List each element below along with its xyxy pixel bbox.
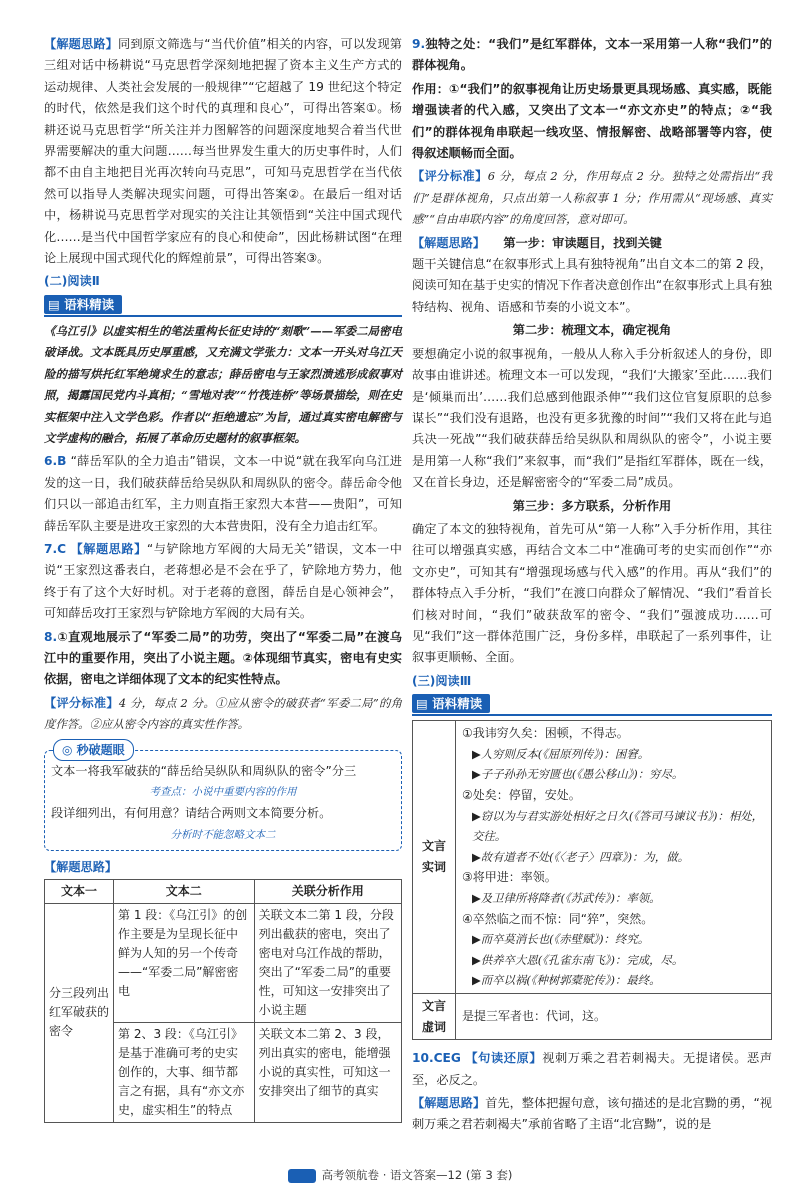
step1-text: 题干关键信息“在叙事形式上具有独特视角”出自文本二的第 2 段，阅读可知在基于史实的情况下作者决意创作出“在叙事形式上具有独特结构、视角、语感和节奏的小说文本”。 — [412, 257, 772, 314]
book-icon: ▤ — [416, 696, 433, 712]
analysis-label: 【解题思路】 — [44, 860, 118, 875]
question-line-2: 段详细列出，有何用意？请结合两则文本简要分析。 — [51, 806, 332, 821]
table-row — [45, 903, 402, 1022]
answer-q7: 7.C 【解题思路】“与铲除地方军阀的大局无关”错误，文本一中说“王家烈这番表白，老蒋想必是不会在乎了，铲除地方势力，他终于有了这个大好时机。对于老蒋的意图，薛岳自是心领神会”，可知薛岳攻打王家烈与铲除地方军阀的大局有关。 — [44, 541, 402, 621]
table-header: 文本一 — [45, 879, 114, 903]
section-heading-reading-2: (二)阅读Ⅱ — [44, 274, 100, 289]
question-line-1: 文本一将我军破获的“薛岳给吴纵队和周纵队的密令”分三 — [51, 763, 357, 778]
yuliao-text: 《乌江引》以虚实相生的笔法重构长征史诗的“刻歌”——军委二局密电破译战。文本既具历史厚重感，又充满文学张力：文本一开头对乌江天险的描写烘托红军绝境求生的意志；薛岳密电与王家烈溃逃形成叙事对照，揭露国民党内斗真相；“雪地对表”“竹筏连桥”等场景描绘，则在史实框架中注入文学色彩。作者以“拒绝遗忘”为旨，通过真实密电解密与文学虚构的融合，拓展了革命历史题材的叙事框架。 — [44, 323, 402, 445]
list-item: ①我讳穷久矣：困顿，不得志。 — [462, 726, 629, 741]
wenyan-content — [456, 721, 772, 994]
brand-logo — [288, 1169, 316, 1183]
miaopo-box — [44, 742, 402, 852]
wenyan-table — [412, 720, 772, 1040]
answer-q6: 6.B “薛岳军队的全力追击”错误，文本一中说“就在我军向乌江进发的这一日，我们破获薛岳给吴纵队和周纵队的密令。薛岳命令他们只以一部追击红军，主力则直指王家烈大本营——贵阳”，可知薛岳军队主要是进攻王家烈的大本营贵阳，没有全力追击红军。 — [44, 454, 402, 533]
note-2: 分析时不能忽略文本二 — [170, 828, 276, 841]
xuci-label: 文言虚词 — [413, 993, 456, 1039]
right-column — [412, 34, 772, 1138]
table-cell: 第 1 段：《乌江引》的创作主要是为呈现长征中鲜为人知的另一个传奇——“军委二局”解密密电 — [114, 903, 255, 1022]
answer-q10: 10.CEG 【句读还原】视刺万乘之君若刺褐夫。无提诸侯。恶声至，必反之。 — [412, 1051, 773, 1087]
yuliao-label: ▤ 语料精读 — [44, 295, 122, 314]
list-item: ▶子子孙孙无穷匮也(《愚公移山》)：穷尽。 — [472, 767, 684, 782]
wenyan-label: 文言实词 — [413, 721, 456, 994]
list-item: ③将甲进：率领。 — [462, 870, 557, 885]
analysis-label: 【解题思路】 第一步：审读题目，找到关键 — [412, 235, 662, 250]
left-column — [44, 34, 402, 1123]
list-item: ▶及卫律所将降者(《苏武传》)：率领。 — [472, 890, 661, 905]
analysis-paragraph-q5: 【解题思路】同到原文筛选与“当代价值”相关的内容，可以发现第三组对话中杨耕说“马克思哲学深刻地把握了资本主义生产方式的运动规律、人类社会发展的一般规律”“它超越了 19 世纪这个特定的时代，依然是我们这个时代的真理和良心”，可得出答案①。杨耕还说马克思哲学“所关注并力图解答的问题深度地契合着当代世界需要解决的重大问题……每当世界发生重大的历史事件时，人们都不由自主地把目光再次转向马克思”，可知马克思哲学在当代依然可以指导人类解决现实问题，可得出答案②。在最后一组对话中，杨耕说马克思哲学对现实的关注让其领悟到“关注中国式现代化……是当代中国哲学家应有的良心和使命”，因此杨耕试图“在理论上展现中国式现代化的辉煌前景”，可得出答案③。 — [44, 37, 402, 266]
step2-text: 要想确定小说的叙事视角，一般从人称入手分析叙述人的身份，即故事由谁讲述。梳理文本一可以发现，“我们‘大搬家’至此……我们是‘倾巢而出’……我们总感到他跟杀伸”“我们这位官复原职的总参谋长”“我们没有退路，也没有更多犹豫的时间”“我们又将在此与追兵决一死战”“我们破获薛岳给吴纵队和周纵队的密令”，小说主要是用第一人称“我们”来叙事，而“我们”是指红军群体，既在一线，又在首长身边，还是解密密令的“军委二局”成员。 — [412, 346, 772, 490]
table-cell: 关联文本二第 1 段，分段列出截获的密电，突出了密电对乌江作战的帮助，突出了“军委二局”的重要性，可知这一安排突出了小说主题 — [254, 903, 401, 1022]
book-icon: ▤ — [48, 296, 65, 312]
table-cell: 分三段列出红军破获的密令 — [45, 903, 114, 1122]
note-1: 考查点：小说中重要内容的作用 — [149, 786, 297, 798]
list-item: ④卒然临之而不惊：同“猝”，突然。 — [462, 911, 654, 926]
table-header-row — [45, 879, 402, 903]
miaopo-label: ◎ 秒破题眼 — [53, 739, 134, 761]
yuliao-label: ▤ 语料精读 — [412, 694, 490, 713]
step3-text: 确定了本文的独特视角，首先可从“第一人称”入手分析作用，其往往可以增强真实感，再结合文本二中“准确可考的史实而创作”“亦文亦史”，可知其有“增强现场感与代入感”的作用。再从“我们”的群体特点入手分析，“我们”在渡口向群众了解情况、“我们”看首长们核对时间，“我们”破获敌军的密令、“我们”强渡成功……可见“我们”这一群体范围广泛，身份多样，串联起了一系列事件，让叙事更顺畅、全面。 — [412, 521, 772, 665]
table-header: 关联分析作用 — [254, 879, 401, 903]
list-item: ▶窃以为与君实游处相好之日久(《答司马谏议书》)：相处，交往。 — [472, 808, 764, 844]
answer-q9-head: 9.独特之处：“我们”是红军群体，文本一采用第一人称“我们”的群体视角。 — [412, 37, 772, 73]
step2-heading: 第二步：梳理文本，确定视角 — [512, 323, 672, 338]
table-row — [413, 721, 772, 994]
xuci-content: 是提三军者也：代词，这。 — [456, 993, 772, 1039]
table-cell: 关联文本二第 2、3 段，列出真实的密电，能增强小说的真实性，可知这一安排突出了细节的真实 — [254, 1022, 401, 1122]
answer-q8: 8.①直观地展示了“军委二局”的功劳，突出了“军委二局”在渡乌江中的重要作用，突出了小说主题。②体现细节真实，密电有史实依据，密电之详细体现了文本的纪实性特点。 — [44, 629, 402, 687]
table-header: 文本二 — [114, 879, 255, 903]
analysis-q10: 【解题思路】首先，整体把握句意，该句描述的是北宫黝的勇，“视刺万乘之君若刺褐夫”承前省略了主语“北宫黝”，说的是 — [412, 1095, 772, 1132]
table-cell: 第 2、3 段：《乌江引》是基于准确可考的史实创作的，大事、细节都言之有据，具有“亦文亦史，虚实相生”的特点 — [114, 1022, 255, 1122]
step3-heading: 第三步：多方联系，分析作用 — [512, 498, 672, 513]
section-heading-reading-3: (三)阅读Ⅲ — [412, 673, 472, 688]
list-item: ▶供养卒大恩(《孔雀东南飞》)：完成，尽。 — [472, 952, 684, 967]
list-item: ②处矣：停留，安处。 — [462, 787, 581, 802]
yuliao-bar — [412, 694, 772, 716]
page-footer: 高考领航卷 · 语文答案—12 (第 3 套) — [0, 1167, 800, 1183]
table-row — [413, 993, 772, 1039]
list-item: ▶而卒以祸(《种树郭橐驼传》)：最终。 — [472, 973, 661, 988]
yuliao-bar — [44, 295, 402, 317]
answer-q9-effect: 作用：①“我们”的叙事视角让历史场景更具现场感、真实感，既能增强读者的代入感，又突出了文本一“亦文亦史”的特点；②“我们”的群体视角串联起一线攻坚、情报解密、战略部署等内容，使得叙述顺畅而全面。 — [412, 81, 772, 161]
list-item: ▶而卒莫消长也(《赤壁赋》)：终究。 — [472, 932, 650, 947]
list-item: ▶故有道者不处(《〈老子〉四章》)：为，做。 — [472, 849, 689, 864]
analysis-table — [44, 879, 402, 1123]
scoring-q9: 【评分标准】6 分，每点 2 分，作用每点 2 分。独特之处需指出“我们”是群体视角，只点出第一人称叙事 1 分；作用需从“现场感、真实感”“自由串联内容”的角度回答，意对即可。 — [412, 169, 772, 227]
target-icon: ◎ — [62, 742, 77, 757]
scoring-q8: 【评分标准】4 分，每点 2 分。①应从密令的破获者“军委二局”的角度作答。②应从密令内容的真实性作答。 — [44, 695, 403, 732]
list-item: ▶人穷则反本(《屈原列传》)：困窘。 — [472, 746, 650, 761]
